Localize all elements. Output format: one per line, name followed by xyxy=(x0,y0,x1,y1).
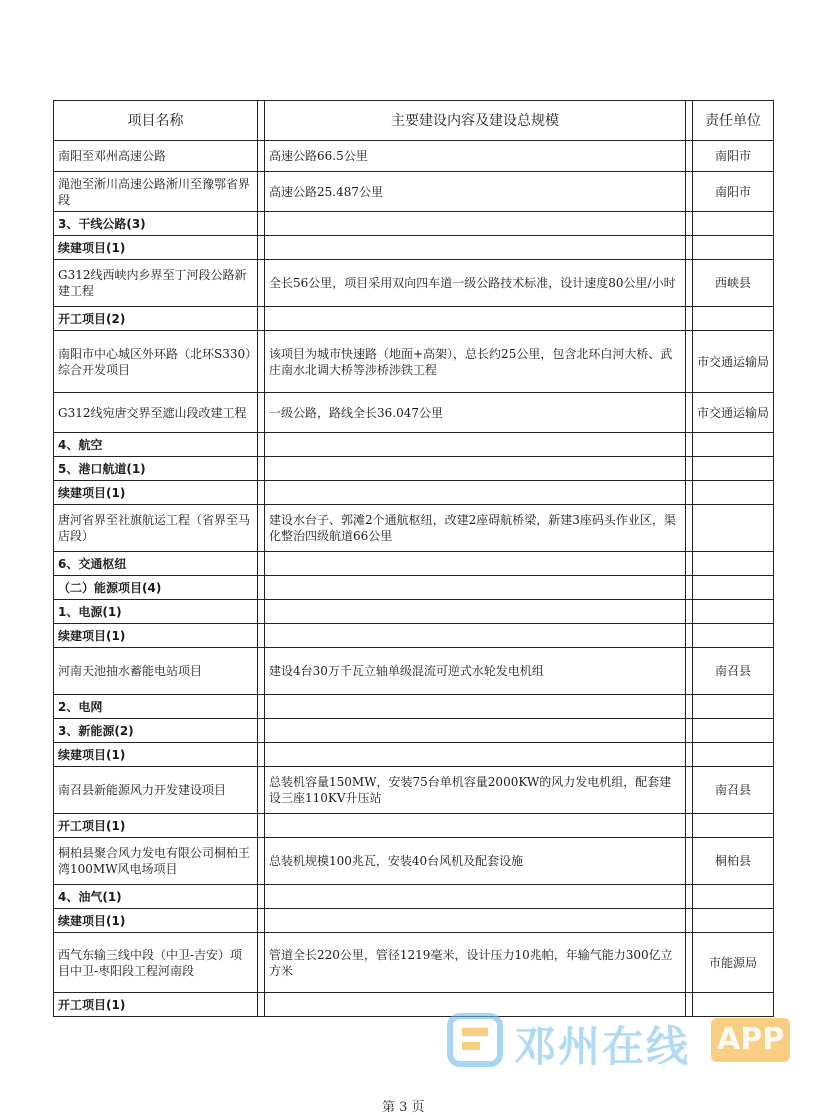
watermark-logo xyxy=(446,1010,788,1070)
column-gap xyxy=(258,909,265,933)
row-unit xyxy=(693,743,774,767)
column-gap xyxy=(686,719,693,743)
row-unit xyxy=(693,552,774,576)
column-gap xyxy=(258,624,265,648)
column-gap xyxy=(258,838,265,885)
row-project-name: 续建项目(1) xyxy=(54,909,258,933)
column-gap xyxy=(258,307,265,331)
column-gap xyxy=(258,481,265,505)
column-gap xyxy=(258,101,265,141)
table-row xyxy=(54,393,774,433)
row-content: 一级公路，路线全长36.047公里 xyxy=(265,393,686,433)
row-project-name: 开工项目(2) xyxy=(54,307,258,331)
row-content xyxy=(265,552,686,576)
row-unit xyxy=(693,307,774,331)
column-gap xyxy=(258,141,265,172)
row-unit xyxy=(693,481,774,505)
column-gap xyxy=(686,307,693,331)
row-unit xyxy=(693,624,774,648)
row-unit: 桐柏县 xyxy=(693,838,774,885)
column-gap xyxy=(258,433,265,457)
column-gap xyxy=(686,885,693,909)
table-row xyxy=(54,505,774,552)
table-row xyxy=(54,457,774,481)
table-row xyxy=(54,767,774,814)
column-gap xyxy=(258,260,265,307)
row-project-name: 开工项目(1) xyxy=(54,993,258,1017)
row-content: 全长56公里，项目采用双向四车道一级公路技术标准，设计速度80公里/小时 xyxy=(265,260,686,307)
row-content xyxy=(265,909,686,933)
column-gap xyxy=(686,814,693,838)
row-project-name: 3、干线公路(3) xyxy=(54,212,258,236)
column-gap xyxy=(258,212,265,236)
table-row xyxy=(54,838,774,885)
header-unit: 责任单位 xyxy=(693,101,774,141)
row-unit: 南阳市 xyxy=(693,141,774,172)
row-content xyxy=(265,236,686,260)
column-gap xyxy=(686,767,693,814)
table-header-row xyxy=(54,101,774,141)
column-gap xyxy=(686,909,693,933)
row-project-name: 河南天池抽水蓄能电站项目 xyxy=(54,648,258,695)
row-unit xyxy=(693,457,774,481)
column-gap xyxy=(686,648,693,695)
row-project-name: 续建项目(1) xyxy=(54,236,258,260)
row-project-name: 桐柏县聚合风力发电有限公司桐柏王湾100MW风电场项目 xyxy=(54,838,258,885)
table-row xyxy=(54,552,774,576)
row-project-name: 西气东输三线中段（中卫-吉安）项目中卫-枣阳段工程河南段 xyxy=(54,933,258,993)
table-row xyxy=(54,307,774,331)
table-row xyxy=(54,600,774,624)
row-unit: 市交通运输局 xyxy=(693,331,774,393)
table-row xyxy=(54,814,774,838)
header-project-name: 项目名称 xyxy=(54,101,258,141)
column-gap xyxy=(686,101,693,141)
row-unit: 南阳市 xyxy=(693,172,774,212)
table-row xyxy=(54,141,774,172)
watermark-text: 邓州在线 xyxy=(514,1022,691,1071)
column-gap xyxy=(258,719,265,743)
column-gap xyxy=(258,552,265,576)
table-row xyxy=(54,933,774,993)
column-gap xyxy=(686,236,693,260)
column-gap xyxy=(686,933,693,993)
row-project-name: G312线宛唐交界至遮山段改建工程 xyxy=(54,393,258,433)
row-project-name: 南阳至邓州高速公路 xyxy=(54,141,258,172)
row-project-name: 2、电网 xyxy=(54,695,258,719)
row-content xyxy=(265,457,686,481)
table-row xyxy=(54,743,774,767)
column-gap xyxy=(686,695,693,719)
table-row xyxy=(54,909,774,933)
column-gap xyxy=(258,505,265,552)
column-gap xyxy=(258,600,265,624)
row-project-name: 1、电源(1) xyxy=(54,600,258,624)
page-number: 第 3 页 xyxy=(382,1100,425,1115)
row-content: 建设水台子、郭滩2个通航枢纽，改建2座碍航桥梁，新建3座码头作业区，渠化整治四级航道66公里 xyxy=(265,505,686,552)
row-content: 高速公路25.487公里 xyxy=(265,172,686,212)
column-gap xyxy=(258,993,265,1017)
row-project-name: （二）能源项目(4) xyxy=(54,576,258,600)
row-project-name: 续建项目(1) xyxy=(54,624,258,648)
header-content: 主要建设内容及建设总规模 xyxy=(265,101,686,141)
table-row xyxy=(54,172,774,212)
row-content xyxy=(265,814,686,838)
row-project-name: 4、航空 xyxy=(54,433,258,457)
row-unit xyxy=(693,576,774,600)
table-row xyxy=(54,885,774,909)
table-row xyxy=(54,331,774,393)
column-gap xyxy=(686,743,693,767)
row-project-name: 南阳市中心城区外环路（北环S330）综合开发项目 xyxy=(54,331,258,393)
row-content xyxy=(265,433,686,457)
row-project-name: 唐河省界至社旗航运工程（省界至马店段） xyxy=(54,505,258,552)
table-row xyxy=(54,695,774,719)
row-content xyxy=(265,576,686,600)
column-gap xyxy=(258,648,265,695)
row-content xyxy=(265,212,686,236)
row-unit xyxy=(693,212,774,236)
row-content xyxy=(265,719,686,743)
row-unit xyxy=(693,505,774,552)
row-content: 高速公路66.5公里 xyxy=(265,141,686,172)
column-gap xyxy=(258,172,265,212)
row-content: 总装机容量150MW，安装75台单机容量2000KW的风力发电机组，配套建设三座110KV升压站 xyxy=(265,767,686,814)
row-content xyxy=(265,600,686,624)
column-gap xyxy=(686,552,693,576)
row-unit xyxy=(693,814,774,838)
row-project-name: 5、港口航道(1) xyxy=(54,457,258,481)
table-row xyxy=(54,212,774,236)
column-gap xyxy=(258,767,265,814)
row-project-name: 南召县新能源风力开发建设项目 xyxy=(54,767,258,814)
column-gap xyxy=(686,260,693,307)
project-table xyxy=(53,100,774,1017)
column-gap xyxy=(258,885,265,909)
column-gap xyxy=(686,481,693,505)
column-gap xyxy=(258,393,265,433)
row-content: 该项目为城市快速路（地面+高架），总长约25公里，包含北环白河大桥、武庄南水北调大桥等涉桥涉铁工程 xyxy=(265,331,686,393)
table-row xyxy=(54,260,774,307)
row-content xyxy=(265,695,686,719)
row-unit: 西峡县 xyxy=(693,260,774,307)
column-gap xyxy=(686,505,693,552)
column-gap xyxy=(686,212,693,236)
column-gap xyxy=(258,457,265,481)
table-row xyxy=(54,481,774,505)
row-unit xyxy=(693,236,774,260)
column-gap xyxy=(686,172,693,212)
column-gap xyxy=(258,236,265,260)
column-gap xyxy=(258,695,265,719)
column-gap xyxy=(686,600,693,624)
column-gap xyxy=(686,393,693,433)
column-gap xyxy=(258,814,265,838)
row-unit xyxy=(693,885,774,909)
column-gap xyxy=(686,331,693,393)
row-unit xyxy=(693,600,774,624)
column-gap xyxy=(686,457,693,481)
row-unit xyxy=(693,433,774,457)
table-row xyxy=(54,648,774,695)
table-row xyxy=(54,624,774,648)
row-content xyxy=(265,307,686,331)
row-project-name: 渑池至淅川高速公路淅川至豫鄂省界段 xyxy=(54,172,258,212)
row-content xyxy=(265,743,686,767)
row-project-name: 6、交通枢纽 xyxy=(54,552,258,576)
row-content xyxy=(265,624,686,648)
row-unit xyxy=(693,695,774,719)
column-gap xyxy=(686,433,693,457)
row-unit xyxy=(693,909,774,933)
watermark-app-badge: APP xyxy=(711,1018,790,1062)
column-gap xyxy=(258,933,265,993)
row-project-name: 续建项目(1) xyxy=(54,481,258,505)
column-gap xyxy=(686,624,693,648)
row-unit: 南召县 xyxy=(693,648,774,695)
column-gap xyxy=(686,838,693,885)
row-project-name: G312线西峡内乡界至丁河段公路新建工程 xyxy=(54,260,258,307)
row-project-name: 续建项目(1) xyxy=(54,743,258,767)
row-unit: 市能源局 xyxy=(693,933,774,993)
row-content xyxy=(265,481,686,505)
column-gap xyxy=(686,141,693,172)
row-unit: 市交通运输局 xyxy=(693,393,774,433)
row-project-name: 4、油气(1) xyxy=(54,885,258,909)
row-unit xyxy=(693,719,774,743)
column-gap xyxy=(258,331,265,393)
row-content: 建设4台30万千瓦立轴单级混流可逆式水轮发电机组 xyxy=(265,648,686,695)
row-content: 总装机规模100兆瓦，安装40台风机及配套设施 xyxy=(265,838,686,885)
table-row xyxy=(54,719,774,743)
column-gap xyxy=(686,576,693,600)
row-project-name: 3、新能源(2) xyxy=(54,719,258,743)
table-row xyxy=(54,576,774,600)
row-project-name: 开工项目(1) xyxy=(54,814,258,838)
column-gap xyxy=(258,576,265,600)
row-content: 管道全长220公里，管径1219毫米，设计压力10兆帕，年输气能力300亿立方米 xyxy=(265,933,686,993)
row-content xyxy=(265,885,686,909)
table-row xyxy=(54,236,774,260)
table-row xyxy=(54,433,774,457)
logo-icon xyxy=(446,1010,506,1070)
row-unit: 南召县 xyxy=(693,767,774,814)
column-gap xyxy=(258,743,265,767)
